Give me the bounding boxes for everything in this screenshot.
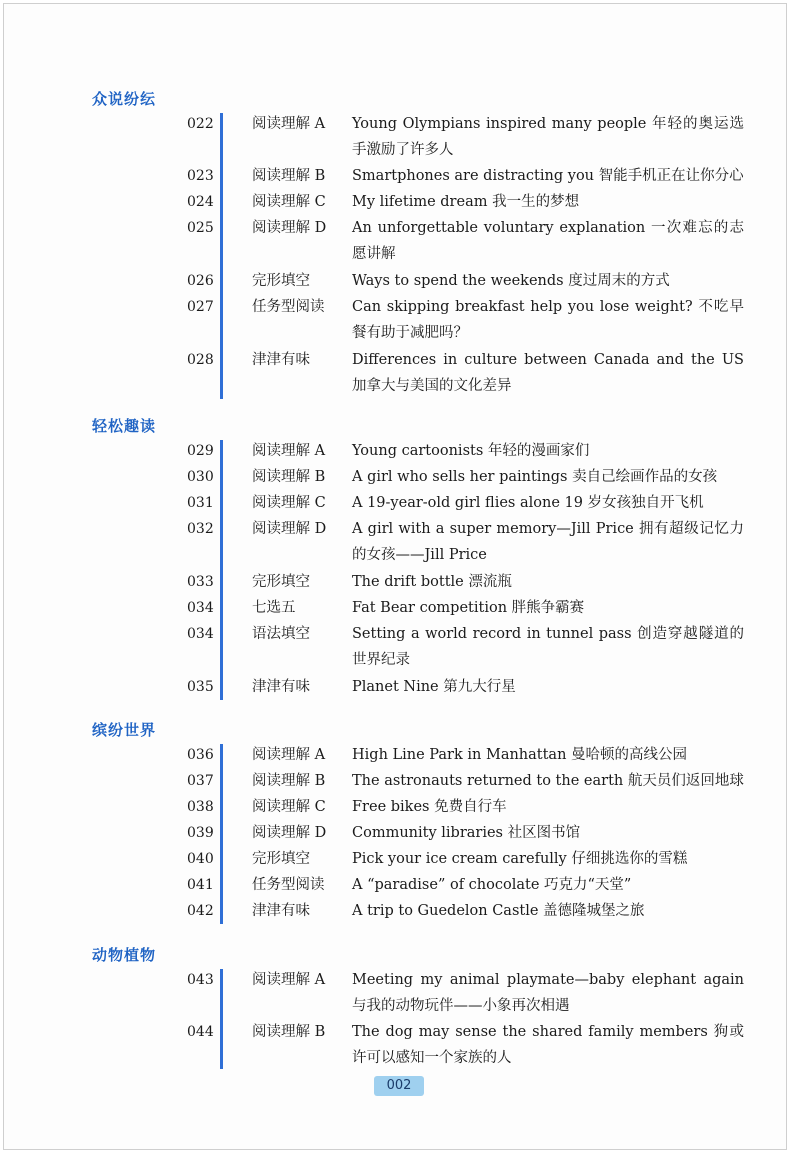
- entry-number: 036: [187, 747, 214, 763]
- list-item: [4, 846, 786, 872]
- entry-type: 阅读理解 B: [252, 773, 326, 789]
- list-item: [4, 189, 786, 215]
- entry-type: 阅读理解 D: [252, 521, 327, 537]
- entry-number: 023: [187, 168, 214, 184]
- entry-number: 038: [187, 799, 214, 815]
- list-item: [4, 674, 786, 700]
- list-item: [4, 820, 786, 846]
- entry-title: Can skipping breakfast help you lose weight? 不吃早餐有助于减肥吗？: [352, 299, 744, 341]
- entry-number: 042: [187, 903, 214, 919]
- entry-title: Free bikes 免费自行车: [352, 799, 507, 815]
- entry-type: 阅读理解 A: [252, 443, 326, 459]
- list-item: [4, 490, 786, 516]
- entry-type: 阅读理解 B: [252, 1024, 326, 1040]
- list-item: [4, 163, 786, 189]
- entry-title: The astronauts returned to the earth 航天员们返回地球: [352, 773, 744, 789]
- entry-number: 027: [187, 299, 214, 315]
- list-item: [4, 569, 786, 595]
- entry-type: 阅读理解 D: [252, 220, 327, 236]
- entry-title: Differences in culture between Canada and the US 加拿大与美国的文化差异: [352, 352, 744, 394]
- list-item: [4, 872, 786, 898]
- list-item: [4, 967, 786, 1014]
- entry-title: A trip to Guedelon Castle 盖德隆城堡之旅: [352, 903, 645, 919]
- entry-title: Community libraries 社区图书馆: [352, 825, 581, 841]
- entry-title: A girl with a super memory—Jill Price 拥有超级记忆力的女孩——Jill Price: [352, 521, 744, 563]
- entry-title: The drift bottle 漂流瓶: [352, 574, 512, 590]
- entry-number: 044: [187, 1024, 214, 1040]
- entry-number: 039: [187, 825, 214, 841]
- entry-type: 阅读理解 B: [252, 469, 326, 485]
- list-item: [4, 595, 786, 621]
- entry-number: 026: [187, 273, 214, 289]
- entry-type: 阅读理解 A: [252, 972, 326, 988]
- entry-title: Meeting my animal playmate—baby elephant again 与我的动物玩伴——小象再次相遇: [352, 972, 744, 1014]
- list-item: [4, 268, 786, 294]
- list-item: [4, 111, 786, 158]
- entry-number: 041: [187, 877, 214, 893]
- entry-number: 024: [187, 194, 214, 210]
- list-item: [4, 742, 786, 768]
- entry-type: 津津有味: [252, 679, 310, 695]
- list-item: [4, 794, 786, 820]
- section-title: 众说纷纭: [92, 90, 157, 108]
- entry-type: 阅读理解 B: [252, 168, 326, 184]
- entry-number: 033: [187, 574, 214, 590]
- entry-title: Planet Nine 第九大行星: [352, 679, 516, 695]
- entry-title: Pick your ice cream carefully 仔细挑选你的雪糕: [352, 851, 688, 867]
- entry-type: 阅读理解 D: [252, 825, 327, 841]
- entry-number: 040: [187, 851, 214, 867]
- entry-title: An unforgettable voluntary explanation 一次难忘的志愿讲解: [352, 220, 744, 262]
- list-item: [4, 1019, 786, 1066]
- entry-title: A girl who sells her paintings 卖自己绘画作品的女孩: [352, 469, 718, 485]
- entry-type: 完形填空: [252, 574, 310, 590]
- list-item: [4, 898, 786, 924]
- list-item: [4, 294, 786, 341]
- entry-number: 034: [187, 626, 214, 642]
- entry-number: 035: [187, 679, 214, 695]
- entry-number: 030: [187, 469, 214, 485]
- section-title: 轻松趣读: [92, 417, 157, 435]
- page: [3, 3, 787, 1150]
- entry-type: 阅读理解 C: [252, 495, 326, 511]
- entry-title: Setting a world record in tunnel pass 创造穿越隧道的世界纪录: [352, 626, 744, 668]
- entry-type: 七选五: [252, 600, 296, 616]
- entry-type: 阅读理解 C: [252, 799, 326, 815]
- page-number: 002: [374, 1076, 424, 1096]
- entry-type: 津津有味: [252, 903, 310, 919]
- section-title: 动物植物: [92, 946, 157, 964]
- entry-title: Smartphones are distracting you 智能手机正在让你分心: [352, 168, 744, 184]
- entry-number: 032: [187, 521, 214, 537]
- entry-number: 043: [187, 972, 214, 988]
- entry-title: The dog may sense the shared family members 狗或许可以感知一个家族的人: [352, 1024, 744, 1066]
- entry-type: 语法填空: [252, 626, 310, 642]
- list-item: [4, 464, 786, 490]
- entry-number: 029: [187, 443, 214, 459]
- entry-number: 037: [187, 773, 214, 789]
- list-item: [4, 347, 786, 394]
- list-item: [4, 768, 786, 794]
- entry-type: 阅读理解 A: [252, 116, 326, 132]
- entry-type: 完形填空: [252, 273, 310, 289]
- entry-title: A “paradise” of chocolate 巧克力“天堂”: [352, 877, 632, 893]
- entry-title: A 19-year-old girl flies alone 19 岁女孩独自开飞机: [352, 495, 704, 511]
- entry-title: Young Olympians inspired many people 年轻的奥运选手激励了许多人: [352, 116, 744, 158]
- list-item: [4, 215, 786, 262]
- entry-type: 任务型阅读: [252, 299, 325, 315]
- entry-number: 022: [187, 116, 214, 132]
- entry-type: 阅读理解 A: [252, 747, 326, 763]
- entry-title: High Line Park in Manhattan 曼哈顿的高线公园: [352, 747, 688, 763]
- entry-title: Young cartoonists 年轻的漫画家们: [352, 443, 590, 459]
- entry-number: 031: [187, 495, 214, 511]
- entry-number: 028: [187, 352, 214, 368]
- entry-type: 津津有味: [252, 352, 310, 368]
- list-item: [4, 438, 786, 464]
- entry-number: 025: [187, 220, 214, 236]
- entry-title: Fat Bear competition 胖熊争霸赛: [352, 600, 585, 616]
- list-item: [4, 621, 786, 668]
- entry-title: My lifetime dream 我一生的梦想: [352, 194, 580, 210]
- entry-type: 任务型阅读: [252, 877, 325, 893]
- entry-type: 阅读理解 C: [252, 194, 326, 210]
- list-item: [4, 516, 786, 563]
- entry-type: 完形填空: [252, 851, 310, 867]
- entry-title: Ways to spend the weekends 度过周末的方式: [352, 273, 670, 289]
- section-title: 缤纷世界: [92, 721, 157, 739]
- entry-number: 034: [187, 600, 214, 616]
